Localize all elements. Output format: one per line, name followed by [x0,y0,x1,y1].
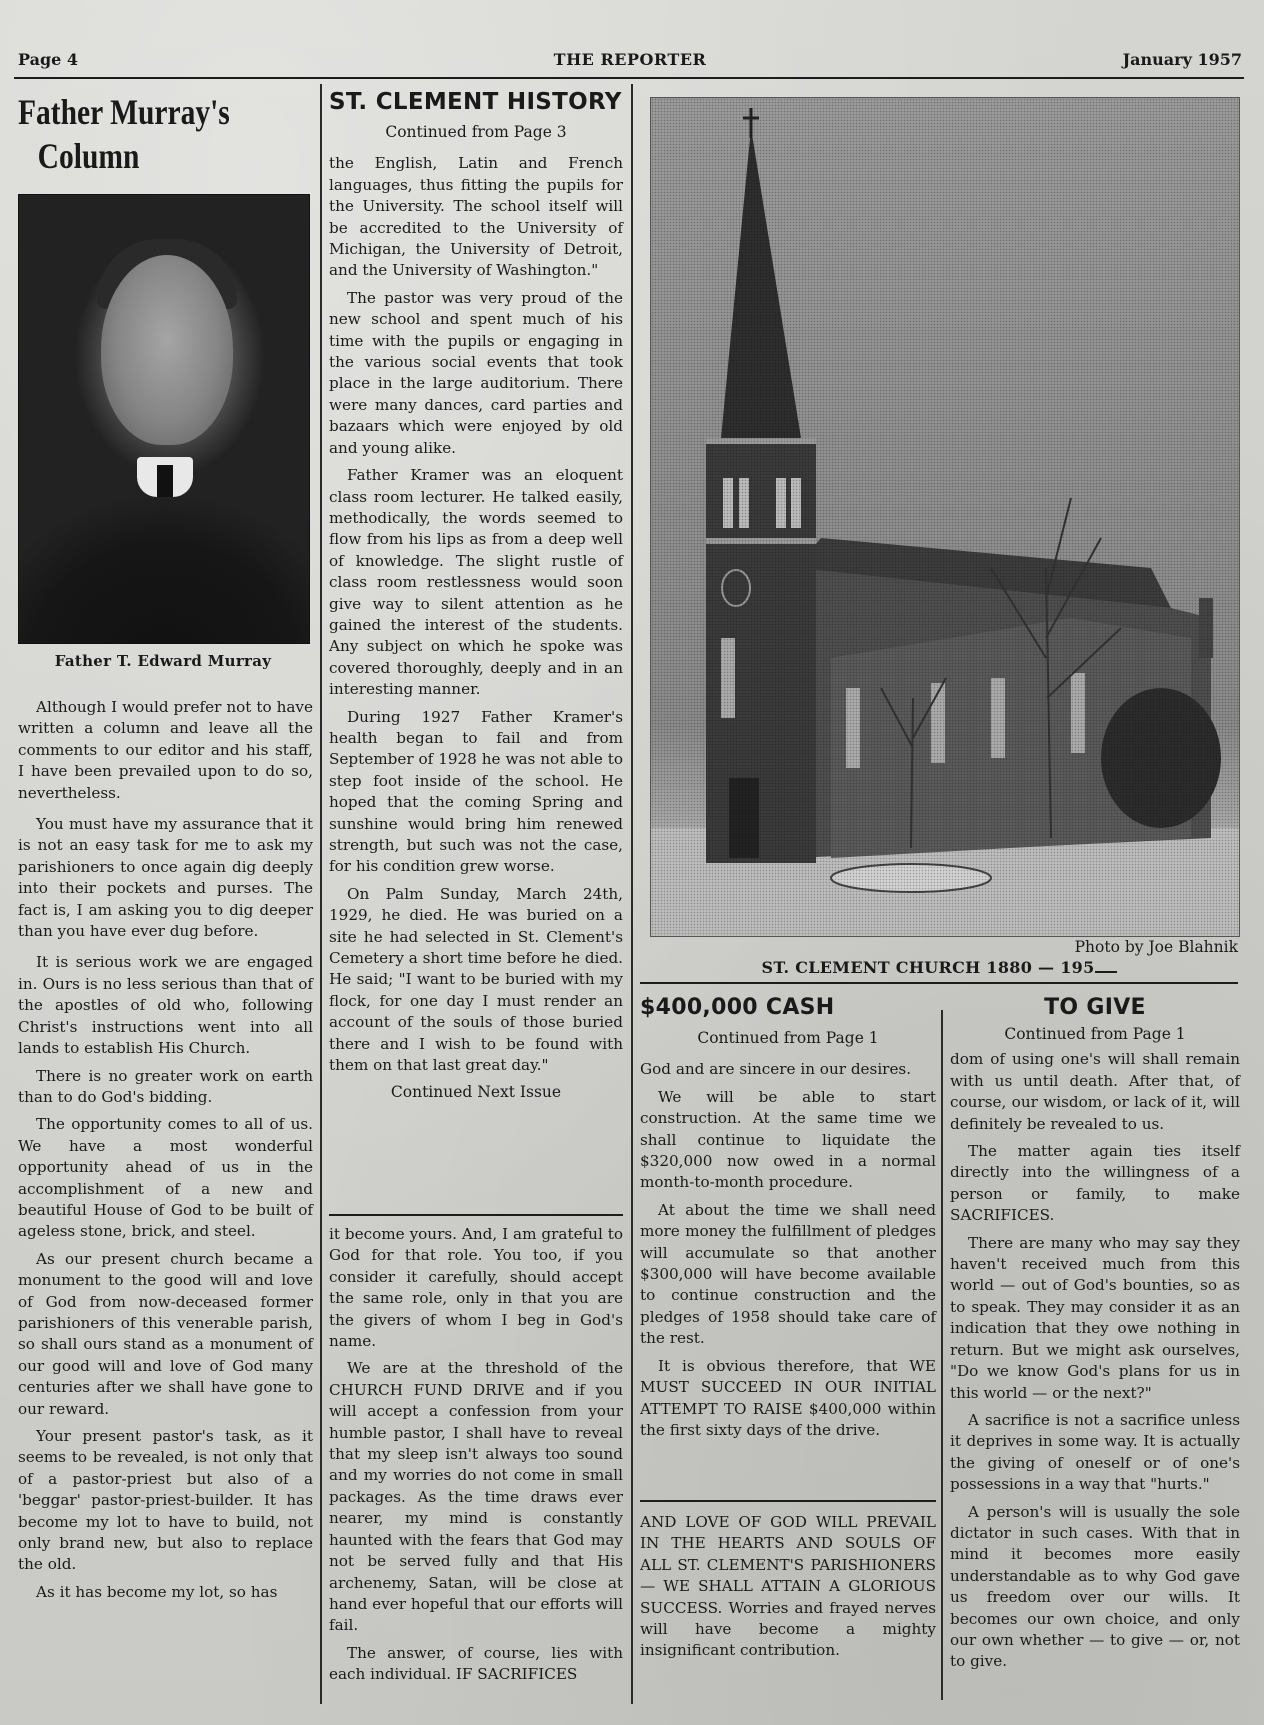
portrait-face [101,255,233,445]
paragraph: We will be able to start construction. At the same time we shall continue to liquidate the $320,000 now owed in a normal month-to-month procedure. [640,1087,936,1192]
clerical-collar [137,457,193,497]
publication-title: THE REPORTER [553,50,707,69]
column1-body [18,697,313,1609]
photo-caption [640,958,1238,977]
continued-from: Continued from Page 3 [385,123,567,141]
paragraph: There are many who may say they haven't received much from this world — out of God's bounties, so as to speak. They may consider it as an indication that they owe nothing in return. But we might ask ourselves, "Do we know God's plans for us in this world — or the next?" [950,1233,1240,1402]
paragraph: It is obvious therefore, that WE MUST SUCCEED IN OUR INITIAL ATTEMPT TO RAISE $400,000 within the first sixty days of the drive. [640,1356,936,1439]
paragraph: the English, Latin and French languages, thus fitting the pupils for the University. The school itself will be accredited to the University of Michigan, the University of Detroit, and the University of Washington." [329,154,623,280]
column3-continuation [640,1512,936,1668]
paragraph: dom of using one's will shall remain with us until death. After that, of course, our wisdom, or lack of it, will definitely be revealed to us. [950,1050,1240,1133]
paragraph: At about the time we shall need more money the fulfillment of pledges will accumulate so that another $300,000 will have become available to continue construction and the pledges of 1958 should take care of the rest. [640,1200,936,1348]
church-photo [650,97,1240,937]
caption-blank [1095,971,1117,973]
paragraph: On Palm Sunday, March 24th, 1929, he died. He was buried on a site he had selected in St. Clement's Cemetery a short time before he died. He said; "I want to be buried with my flock, for one day I must render an account of the souls of those buried there and I wish to be found with them on that last great day." [329,884,623,1075]
paragraph: The pastor was very proud of the new school and spent much of his time with the pupils or engaging in the various social events that took place in the large auditorium. There were many dances, card parties and bazaars which were enjoyed by old and young alike. [329,288,623,457]
column2-story [329,88,623,1114]
headline-line-1: Father Murray's [18,92,230,132]
masthead-rule [14,77,1244,79]
portrait-photo [18,194,310,644]
masthead [18,48,1242,74]
paragraph: it become yours. And, I am grateful to God for that role. You too, if you consider it carefully, should accept the same role, only in that you are the givers of whom I beg in God's name. [329,1225,623,1351]
paragraph: During 1927 Father Kramer's health began to fail and from September of 1928 he was not able to step foot inside of the school. He hoped that the coming Spring and sunshine would bring him renewed strength, but such was not the case, for his condition grew worse. [329,707,623,876]
column-divider [941,1010,943,1700]
paragraph: The opportunity comes to all of us. We have a most wonderful opportunity ahead of us in the accomplishment of a new and beautiful House of God to be built of ageless stone, brick, and steel. [18,1115,313,1241]
photo-caption-rule [640,982,1238,984]
continued-from: Continued from Page 1 [1004,1025,1186,1043]
halftone-texture [651,98,1239,936]
column4-story [950,994,1240,1679]
paragraph: The answer, of course, lies with each individual. IF SACRIFICES [329,1643,623,1684]
column3-story [640,994,936,1447]
story-headline: ST. CLEMENT HISTORY [329,89,622,115]
paragraph: You must have my assurance that it is not an easy task for me to ask my parishioners to once again dig deeply into their pockets and purses. The fact is, I am asking you to dig deeper than you have ever dug before. [18,815,313,941]
photo-caption-text: ST. CLEMENT CHURCH 1880 — 195 [761,958,1095,977]
headline-line-2: Column [37,136,140,176]
column1-headline [18,90,230,178]
paragraph: Father Kramer was an eloquent class room lecturer. He talked easily, methodically, the words seemed to flow from his lips as from a deep well of knowledge. The slight rustle of class room restlessness would soon give way to silent attention as he gained the interest of the students. Any subject on which he spoke was covered thoroughly, deeply and in an interesting manner. [329,466,623,699]
page-number: Page 4 [18,50,79,69]
column-divider [631,84,633,1704]
continued-from: Continued from Page 1 [697,1029,879,1047]
column-divider [320,84,322,1704]
paragraph: We are at the threshold of the CHURCH FUND DRIVE and if you will accept a confession from your humble pastor, I shall have to reveal that my sleep isn't always too sound and my worries do not come in small packages. As the time draws ever nearer, my mind is constantly haunted with the fears that God may not be served fully and that His archenemy, Satan, will be close at hand ever hopeful that our efforts will fail. [329,1359,623,1635]
section-divider [329,1214,623,1216]
paragraph: Although I would prefer not to have written a column and leave all the comments to our editor and his staff, I have been prevailed upon to do so, nevertheless. [18,698,313,802]
paragraph: God and are sincere in our desires. [640,1060,912,1079]
issue-date: January 1957 [1122,50,1242,69]
paragraph: A person's will is usually the sole dictator in such cases. With that in mind it becomes more easily understandable as to why God gave us freedom over our wills. It becomes our own choice, and only our own whether — to give — or, not to give. [950,1502,1240,1671]
story-headline: TO GIVE [1044,995,1146,1020]
paragraph: A sacrifice is not a sacrifice unless it deprives in some way. It is actually the giving of oneself or of one's possessions in a way that "hurts." [950,1410,1240,1494]
paragraph: Your present pastor's task, as it seems to be revealed, is not only that of a pastor-priest but also of a 'beggar' pastor-priest-builder. It has become my lot to have to build, not only brand new, but also to replace the old. [18,1427,313,1574]
paragraph: It is serious work we are engaged in. Ours is no less serious than that of the apostles of old who, following Christ's instructions went into all lands to establish His Church. [18,953,313,1058]
portrait-caption: Father T. Edward Murray [54,652,272,670]
paragraph: There is no greater work on earth than to do God's bidding. [18,1066,313,1106]
paragraph: As our present church became a monument to the good will and love of God from now-deceased former parishioners of this venerable parish, so shall ours stand as a monument of our good will and love of God many centuries after we shall have gone to our reward. [18,1249,313,1418]
paragraph: The matter again ties itself directly into the willingness of a person or family, to make SACRIFICES. [950,1142,1240,1225]
paragraph: AND LOVE OF GOD WILL PREVAIL IN THE HEARTS AND SOULS OF ALL ST. CLEMENT'S PARISHIONERS — WE SHALL ATTAIN A GLORIOUS SUCCESS. Worries and frayed nerves will have become a mighty insignificant contribution. [640,1513,936,1660]
continued-next: Continued Next Issue [390,1083,562,1102]
story-headline: $400,000 CASH [640,995,835,1020]
column2-continuation [329,1224,623,1692]
section-divider [640,1500,936,1502]
photo-credit: Photo by Joe Blahnik [1074,938,1238,956]
paragraph: As it has become my lot, so has [36,1582,278,1601]
